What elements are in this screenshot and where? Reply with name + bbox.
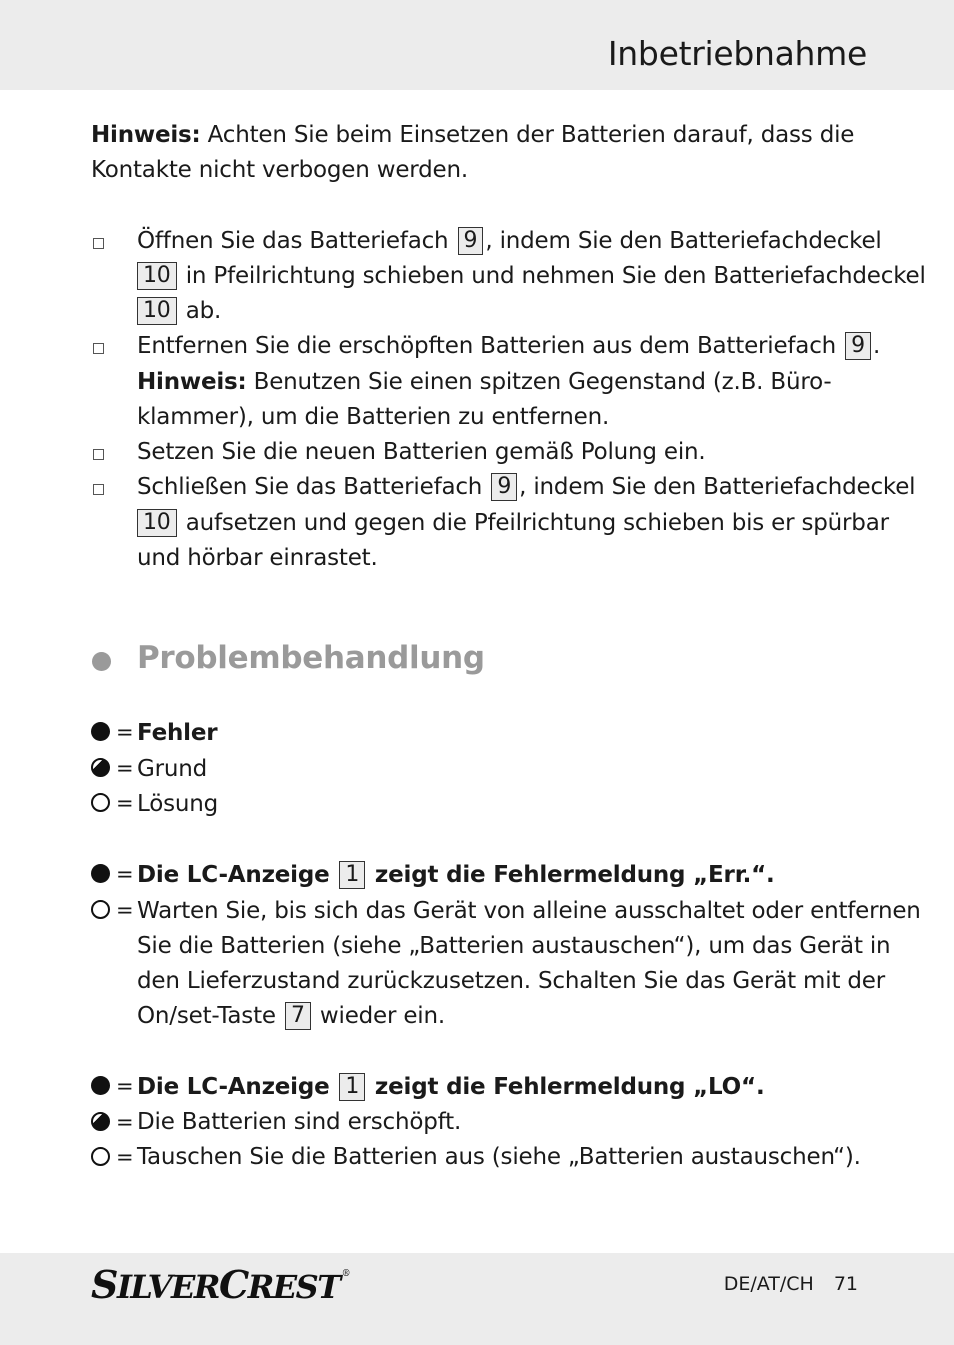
error-symbol-icon bbox=[91, 864, 110, 883]
problem-1-solution-line-2: Sie die Batterien (siehe „Batterien austauschen“), um das Gerät in bbox=[137, 933, 891, 959]
solution-symbol-icon bbox=[91, 1147, 110, 1166]
hint-line-1 bbox=[91, 118, 854, 153]
cause-symbol-icon bbox=[91, 1112, 110, 1131]
ref-box: 9 bbox=[845, 332, 871, 360]
equals-sign: = bbox=[116, 862, 134, 886]
bullet-square bbox=[93, 238, 104, 249]
problem-1-solution-line-4: On/set-Taste 7 wieder ein. bbox=[137, 1003, 445, 1029]
ref-box: 10 bbox=[137, 297, 177, 325]
page-number: 71 bbox=[833, 1273, 858, 1295]
ref-box: 10 bbox=[137, 509, 177, 537]
section-bullet-icon bbox=[92, 652, 111, 671]
problem-1-solution-line-1: Warten Sie, bis sich das Gerät von alleine ausschaltet oder entfernen bbox=[137, 898, 921, 924]
error-symbol-icon bbox=[91, 1076, 110, 1095]
step-1-line-1: Öffnen Sie das Batteriefach 9 , indem Sie den Batteriefachdeckel bbox=[137, 228, 882, 254]
problem-2-error: Die LC-Anzeige 1 zeigt die Fehlermeldung „LO“. bbox=[137, 1074, 765, 1100]
ref-box: 9 bbox=[458, 227, 484, 255]
legend-fehler: Fehler bbox=[137, 720, 218, 746]
equals-sign: = bbox=[116, 1074, 134, 1098]
section-title: Problembehandlung bbox=[137, 640, 485, 676]
bullet-square bbox=[93, 484, 104, 495]
ref-box: 1 bbox=[339, 1073, 365, 1101]
problem-1-solution-line-3: den Lieferzustand zurückzusetzen. Schalten Sie das Gerät mit der bbox=[137, 968, 885, 994]
step-2-line-3: klammer), um die Batterien zu entfernen. bbox=[137, 404, 610, 430]
region-label: DE/AT/CH bbox=[723, 1273, 814, 1295]
step-4-line-1: Schließen Sie das Batteriefach 9 , indem Sie den Batteriefachdeckel bbox=[137, 474, 916, 500]
step-1-line-2: 10 in Pfeilrichtung schieben und nehmen Sie den Batteriefachdeckel bbox=[137, 259, 926, 294]
equals-sign: = bbox=[116, 898, 134, 922]
hint-text-1: Achten Sie beim Einsetzen der Batterien darauf, dass die bbox=[200, 122, 855, 148]
problem-2-solution: Tauschen Sie die Batterien aus (siehe „Batterien austauschen“). bbox=[137, 1144, 861, 1170]
equals-sign: = bbox=[116, 720, 134, 744]
step-4-line-2: 10 aufsetzen und gegen die Pfeilrichtung schieben bis er spürbar bbox=[137, 506, 889, 541]
bullet-square bbox=[93, 449, 104, 460]
solution-symbol-icon bbox=[91, 900, 110, 919]
bullet-square bbox=[93, 343, 104, 354]
step-2-line-2: Hinweis: Benutzen Sie einen spitzen Gegenstand (z.B. Büro- bbox=[137, 369, 832, 395]
silvercrest-logo: SILVERCREST ® bbox=[91, 1262, 350, 1307]
solution-symbol-icon bbox=[91, 793, 110, 812]
equals-sign: = bbox=[116, 1145, 134, 1169]
problem-2-cause: Die Batterien sind erschöpft. bbox=[137, 1109, 462, 1135]
equals-sign: = bbox=[116, 791, 134, 815]
equals-sign: = bbox=[116, 756, 134, 780]
step-4-line-3: und hörbar einrastet. bbox=[137, 545, 378, 571]
page-header bbox=[0, 0, 954, 90]
hint-line-2: Kontakte nicht verbogen werden. bbox=[91, 157, 468, 183]
step-3-line-1: Setzen Sie die neuen Batterien gemäß Polung ein. bbox=[137, 439, 706, 465]
problem-1-error: Die LC-Anzeige 1 zeigt die Fehlermeldung „Err.“. bbox=[137, 862, 775, 888]
step-2-line-1: Entfernen Sie die erschöpften Batterien aus dem Batteriefach 9 . bbox=[137, 333, 881, 359]
page-title: Inbetriebnahme bbox=[607, 34, 867, 73]
error-symbol-icon bbox=[91, 722, 110, 741]
hint-label: Hinweis: bbox=[137, 369, 247, 395]
legend-loesung: Lösung bbox=[137, 791, 219, 817]
hint-label: Hinweis: bbox=[91, 122, 201, 148]
ref-box: 9 bbox=[491, 473, 517, 501]
ref-box: 10 bbox=[137, 262, 177, 290]
legend-grund: Grund bbox=[137, 756, 208, 782]
ref-box: 7 bbox=[285, 1002, 311, 1030]
step-1-line-3: 10 ab. bbox=[137, 294, 221, 329]
equals-sign: = bbox=[116, 1110, 134, 1134]
footer-info bbox=[724, 1273, 858, 1295]
ref-box: 1 bbox=[339, 861, 365, 889]
cause-symbol-icon bbox=[91, 758, 110, 777]
